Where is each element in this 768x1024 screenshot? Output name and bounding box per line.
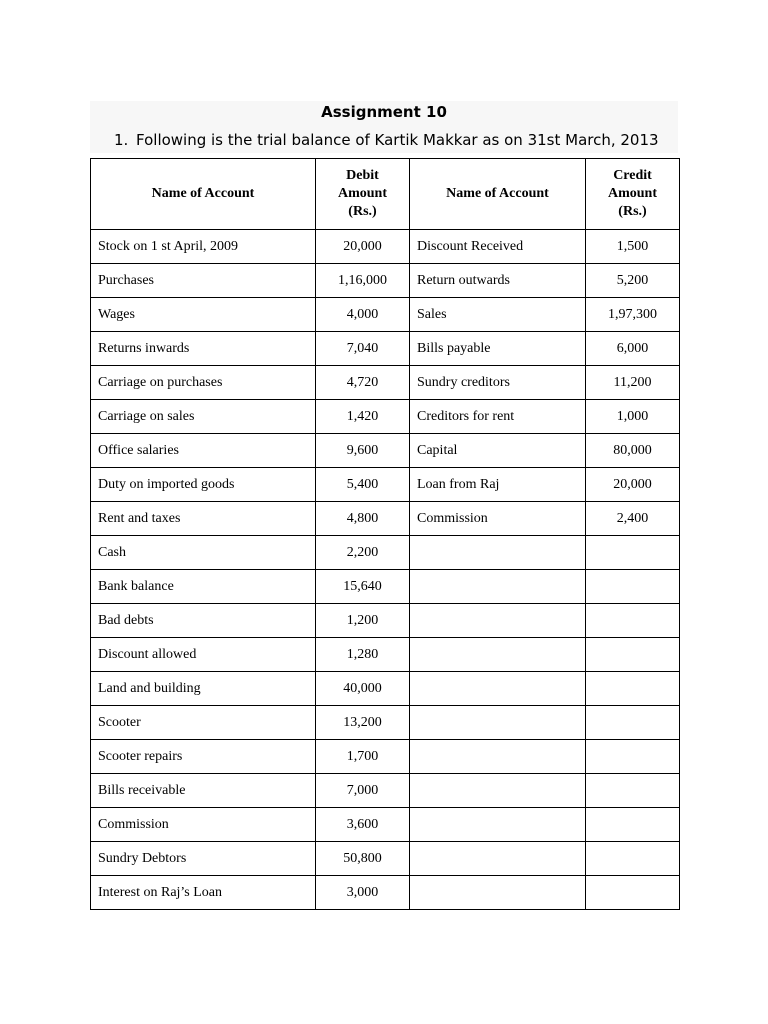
credit-name-header: Name of Account (410, 159, 586, 230)
debit-account-cell: Duty on imported goods (91, 468, 316, 502)
debit-account-cell: Cash (91, 536, 316, 570)
debit-account-cell: Carriage on purchases (91, 366, 316, 400)
table-row (91, 876, 680, 910)
debit-account-cell: Returns inwards (91, 332, 316, 366)
credit-amount-header (586, 159, 680, 230)
debit-amount-cell: 5,400 (316, 468, 410, 502)
debit-amount-cell: 40,000 (316, 672, 410, 706)
credit-amount-header-line: (Rs.) (618, 204, 647, 219)
debit-amount-cell: 4,720 (316, 366, 410, 400)
debit-account-cell: Land and building (91, 672, 316, 706)
credit-amount-cell: 1,000 (586, 400, 680, 434)
table-row (91, 502, 680, 536)
credit-amount-cell (586, 740, 680, 774)
debit-amount-header-line: (Rs.) (348, 204, 377, 219)
credit-account-cell (410, 638, 586, 672)
debit-amount-cell: 1,420 (316, 400, 410, 434)
question-number: 1. (114, 131, 129, 149)
credit-amount-cell (586, 604, 680, 638)
credit-amount-cell (586, 570, 680, 604)
debit-account-cell: Sundry Debtors (91, 842, 316, 876)
credit-amount-cell: 1,97,300 (586, 298, 680, 332)
table-row (91, 400, 680, 434)
credit-account-cell (410, 604, 586, 638)
credit-amount-cell (586, 706, 680, 740)
question-text: Following is the trial balance of Kartik Makkar as on 31st March, 2013 (136, 131, 659, 149)
debit-amount-header-line: Debit (346, 168, 379, 183)
debit-amount-cell: 20,000 (316, 230, 410, 264)
debit-amount-cell: 3,600 (316, 808, 410, 842)
debit-amount-cell: 4,800 (316, 502, 410, 536)
credit-amount-header-line: Credit (613, 168, 652, 183)
credit-account-cell: Loan from Raj (410, 468, 586, 502)
credit-amount-cell: 6,000 (586, 332, 680, 366)
credit-account-cell: Sundry creditors (410, 366, 586, 400)
debit-amount-header-line: Amount (337, 186, 387, 201)
table-row (91, 264, 680, 298)
debit-amount-cell: 4,000 (316, 298, 410, 332)
table-row (91, 570, 680, 604)
debit-amount-cell: 15,640 (316, 570, 410, 604)
credit-amount-cell: 20,000 (586, 468, 680, 502)
debit-amount-cell: 7,040 (316, 332, 410, 366)
debit-account-cell: Carriage on sales (91, 400, 316, 434)
credit-account-cell (410, 570, 586, 604)
table-row (91, 366, 680, 400)
table-row (91, 298, 680, 332)
debit-account-cell: Commission (91, 808, 316, 842)
table-row (91, 672, 680, 706)
credit-amount-cell (586, 842, 680, 876)
credit-account-cell (410, 876, 586, 910)
debit-account-cell: Bad debts (91, 604, 316, 638)
debit-account-cell: Discount allowed (91, 638, 316, 672)
credit-amount-header-line: Amount (607, 186, 657, 201)
table-row (91, 740, 680, 774)
debit-account-cell: Scooter repairs (91, 740, 316, 774)
credit-account-cell (410, 842, 586, 876)
table-row (91, 332, 680, 366)
credit-account-cell: Discount Received (410, 230, 586, 264)
table-row (91, 468, 680, 502)
credit-account-cell (410, 672, 586, 706)
credit-amount-cell: 80,000 (586, 434, 680, 468)
credit-amount-cell (586, 536, 680, 570)
debit-account-cell: Purchases (91, 264, 316, 298)
debit-account-cell: Scooter (91, 706, 316, 740)
table-row (91, 434, 680, 468)
table-row (91, 808, 680, 842)
credit-account-cell (410, 774, 586, 808)
debit-amount-header (316, 159, 410, 230)
debit-account-cell: Bills receivable (91, 774, 316, 808)
debit-name-header: Name of Account (91, 159, 316, 230)
credit-account-cell (410, 536, 586, 570)
debit-amount-cell: 1,16,000 (316, 264, 410, 298)
table-row (91, 638, 680, 672)
credit-amount-cell: 11,200 (586, 366, 680, 400)
debit-account-cell: Rent and taxes (91, 502, 316, 536)
credit-account-cell: Creditors for rent (410, 400, 586, 434)
debit-amount-cell: 50,800 (316, 842, 410, 876)
credit-account-cell: Capital (410, 434, 586, 468)
debit-account-cell: Wages (91, 298, 316, 332)
credit-amount-cell: 1,500 (586, 230, 680, 264)
question-line (114, 131, 659, 149)
credit-account-cell: Commission (410, 502, 586, 536)
debit-amount-cell: 1,280 (316, 638, 410, 672)
debit-amount-cell: 1,200 (316, 604, 410, 638)
table-row (91, 706, 680, 740)
table-row (91, 842, 680, 876)
debit-amount-cell: 9,600 (316, 434, 410, 468)
credit-amount-cell (586, 672, 680, 706)
table-row (91, 774, 680, 808)
debit-amount-cell: 1,700 (316, 740, 410, 774)
credit-amount-cell: 2,400 (586, 502, 680, 536)
credit-amount-cell (586, 876, 680, 910)
trial-balance-table (90, 158, 680, 910)
table-row (91, 604, 680, 638)
credit-amount-cell: 5,200 (586, 264, 680, 298)
credit-account-cell (410, 706, 586, 740)
credit-account-cell (410, 808, 586, 842)
debit-amount-cell: 3,000 (316, 876, 410, 910)
credit-account-cell: Return outwards (410, 264, 586, 298)
debit-account-cell: Bank balance (91, 570, 316, 604)
debit-account-cell: Office salaries (91, 434, 316, 468)
debit-amount-cell: 13,200 (316, 706, 410, 740)
debit-account-cell: Stock on 1 st April, 2009 (91, 230, 316, 264)
table-header-row (91, 159, 680, 230)
page-title: Assignment 10 (321, 103, 447, 121)
debit-account-cell: Interest on Raj’s Loan (91, 876, 316, 910)
credit-amount-cell (586, 774, 680, 808)
credit-amount-cell (586, 638, 680, 672)
credit-account-cell: Sales (410, 298, 586, 332)
debit-amount-cell: 7,000 (316, 774, 410, 808)
table-row (91, 230, 680, 264)
credit-account-cell: Bills payable (410, 332, 586, 366)
table-row (91, 536, 680, 570)
credit-account-cell (410, 740, 586, 774)
credit-amount-cell (586, 808, 680, 842)
debit-amount-cell: 2,200 (316, 536, 410, 570)
